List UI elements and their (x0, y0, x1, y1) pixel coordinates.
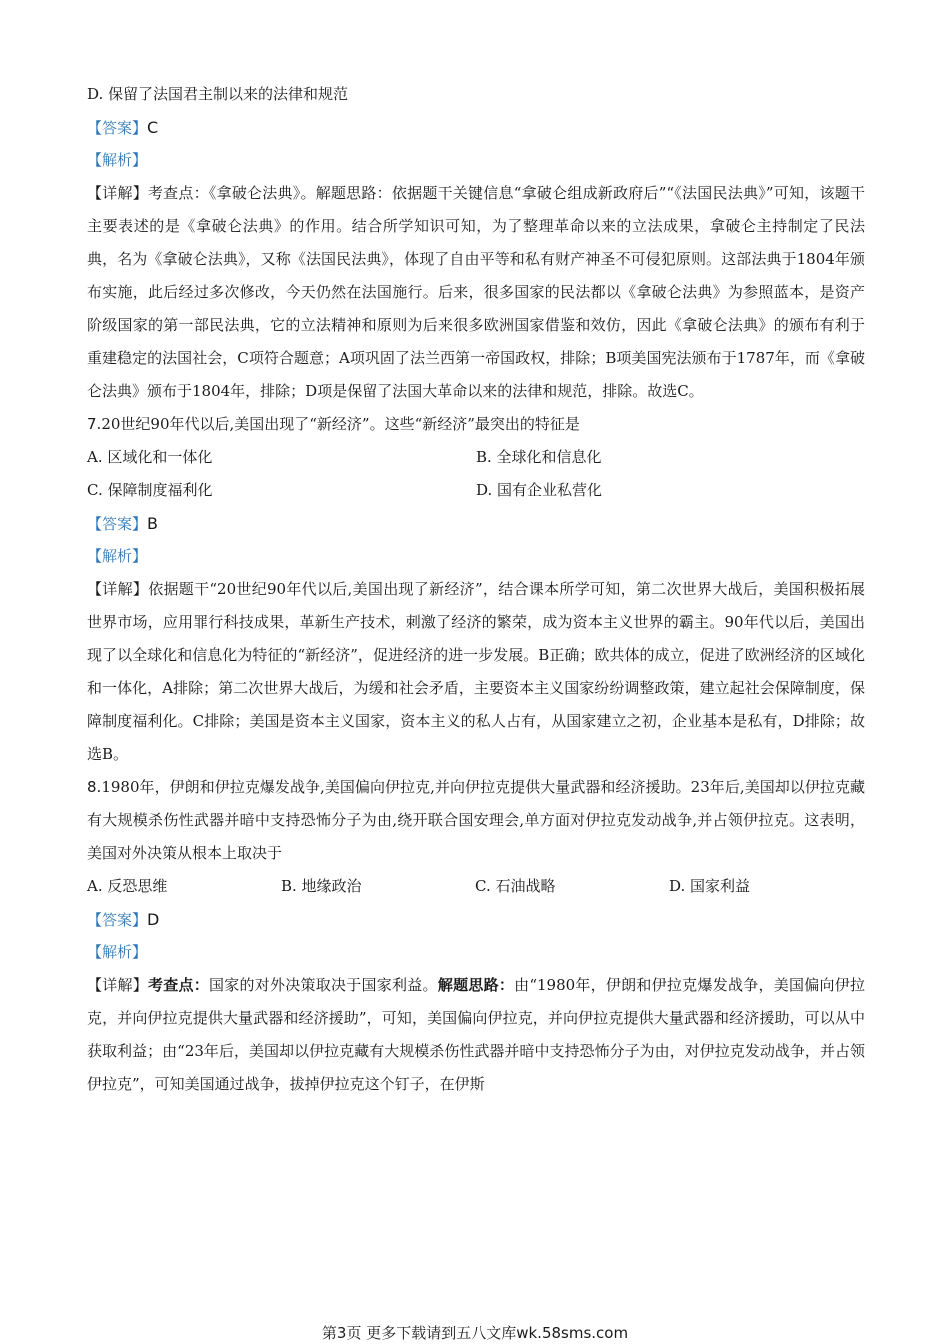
option-c: C. 石油战略 (475, 877, 556, 895)
answer-value: D (147, 910, 160, 929)
question-number: 7. (87, 415, 102, 433)
detail-tag: 【详解】 (87, 184, 148, 202)
detail-text: 考查点：《拿破仑法典》。解题思路：依据题干关键信息“拿破仑组成新政府后”“《法国民法典》”可知，该题干主要表述的是《拿破仑法典》的作用。结合所学知识可知，为了整理革命以来的立法成果，拿破仑主持制定了民法典，名为《拿破仑法典》，又称《法国民法典》，体现了自由平等和私有财产神圣不可侵犯原则。这部法典于1804年颁布实施，此后经过多次修改，今天仍然在法国施行。后来，很多国家的民法都以《拿破仑法典》为参照蓝本，是资产阶级国家的第一部民法典，它的立法精神和原则为后来很多欧洲国家借鉴和效仿，因此《拿破仑法典》的颁布有利于重建稳定的法国社会，C项符合题意；A项巩固了法兰西第一帝国政权，排除；B项美国宪法颁布于1787年，而《拿破仑法典》颁布于1804年，排除；D项是保留了法国大革命以来的法律和规范，排除。故选C。 (87, 184, 865, 400)
knowledge-point-label: 考查点： (148, 976, 210, 994)
solution-idea-label: 解题思路： (437, 976, 515, 994)
analysis-line (87, 540, 865, 573)
detail-tag: 【详解】 (87, 976, 149, 994)
question-number: 8. (87, 778, 102, 796)
question-7-options-row-1 (87, 441, 865, 474)
detail-paragraph (87, 969, 865, 1101)
page-footer: 第3页 更多下载请到五八文库wk.58sms.com (321, 1324, 629, 1342)
answer-tag: 【答案】 (87, 911, 148, 929)
question-8-stem (87, 771, 865, 870)
solution-idea-text: 由“1980年，伊朗和伊拉克爆发战争，美国偏向伊拉克，并向伊拉克提供大量武器和经济援助”，可知，美国偏向伊拉克，并向伊拉克提供大量武器和经济援助，可以从中获取利益；由“23年后，美国却以伊拉克藏有大规模杀伤性武器并暗中支持恐怖分子为由，对伊拉克发动战争，并占领伊拉克”，可知美国通过战争，拔掉伊拉克这个钉子，在伊斯 (87, 976, 865, 1093)
answer-tag: 【答案】 (87, 515, 148, 533)
analysis-tag: 【解析】 (87, 547, 148, 565)
analysis-line (87, 936, 865, 969)
answer-value: B (147, 514, 158, 533)
option-d: D. 国有企业私营化 (476, 481, 603, 499)
analysis-tag: 【解析】 (87, 151, 148, 169)
knowledge-point-text: 国家的对外决策取决于国家利益。 (209, 976, 438, 994)
answer-line (87, 111, 865, 144)
detail-tag: 【详解】 (87, 580, 149, 598)
answer-line (87, 903, 865, 936)
analysis-line (87, 144, 865, 177)
question-text: 20世纪90年代以后,美国出现了“新经济”。这些“新经济”最突出的特征是 (101, 415, 580, 433)
question-text: 1980年，伊朗和伊拉克爆发战争,美国偏向伊拉克,并向伊拉克提供大量武器和经济援助。23年后,美国却以伊拉克藏有大规模杀伤性武器并暗中支持恐怖分子为由,绕开联合国安理会,单方面对伊拉克发动战争,并占领伊拉克。这表明，美国对外决策从根本上取决于 (87, 778, 865, 862)
question-7-options-row-2 (87, 474, 865, 507)
document-page (87, 78, 865, 1101)
answer-tag: 【答案】 (87, 119, 148, 137)
question-8-options (87, 870, 865, 903)
option-b: B. 全球化和信息化 (476, 448, 602, 466)
option-a: A. 反恐思维 (87, 877, 168, 895)
question-7-stem (87, 408, 865, 441)
option-c: C. 保障制度福利化 (87, 481, 213, 499)
option-d: D. 保留了法国君主制以来的法律和规范 (87, 85, 349, 103)
analysis-tag: 【解析】 (87, 943, 148, 961)
answer-line (87, 507, 865, 540)
detail-paragraph (87, 177, 865, 408)
option-b: B. 地缘政治 (281, 877, 362, 895)
detail-paragraph (87, 573, 865, 771)
option-d: D. 国家利益 (669, 877, 751, 895)
detail-text: 依据题干“20世纪90年代以后,美国出现了新经济”，结合课本所学可知，第二次世界大战后，美国积极拓展世界市场，应用罪行科技成果，革新生产技术，刺激了经济的繁荣，成为资本主义世界的霸主。90年代以后，美国出现了以全球化和信息化为特征的“新经济”，促进经济的进一步发展。B正确；欧共体的成立，促进了欧洲经济的区域化和一体化，A排除；第二次世界大战后，为缓和社会矛盾，主要资本主义国家纷纷调整政策，建立起社会保障制度，保障制度福利化。C排除；美国是资本主义国家，资本主义的私人占有，从国家建立之初，企业基本是私有，D排除；故选B。 (87, 580, 865, 763)
option-a: A. 区域化和一体化 (87, 448, 213, 466)
answer-value: C (147, 118, 159, 137)
